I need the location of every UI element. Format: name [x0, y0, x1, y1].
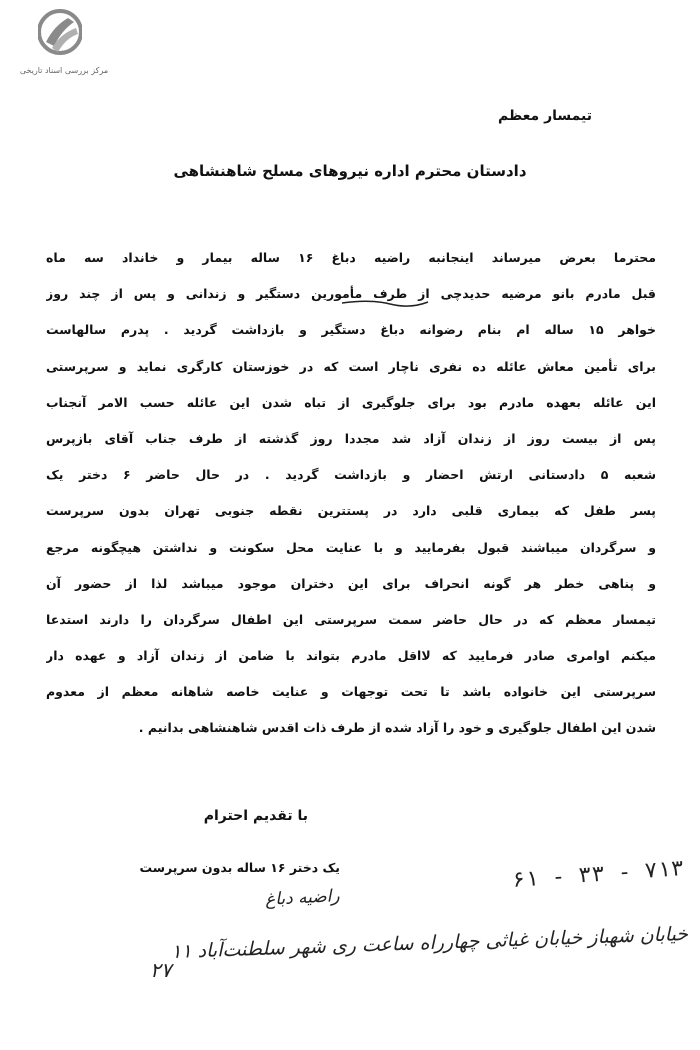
body-line: این عائله بعهده مادرم بود برای جلوگیری از تباه شدن این عائله حسب الامر آنجناب	[46, 394, 656, 410]
body-line: و سرگردان میباشند قبول بفرمایید و با عنایت محل سکونت و نداشتن هیچگونه مرجع	[46, 539, 656, 555]
body-line: پسر طفل که بیماری قلبی دارد در پستترین نقطه جنوبی تهران بدون سرپرست	[46, 503, 656, 519]
body-line: شدن این اطفال جلوگیری و خود را آزاد شده از طرف ذات اقدس شاهنشاهی بدانیم .	[138, 720, 656, 736]
body-line: سرپرستی این خانواده باشد تا تحت توجهات و عنایت خاصه شاهانه معظم از معدوم	[46, 684, 656, 700]
body-line: خواهر ۱۵ ساله ام بنام رضوانه دباغ دستگیر و بازداشت گردید . پدرم سالهاست	[46, 322, 656, 338]
document-number: ۶۱ - ۳۳ - ۷۱۳	[511, 856, 685, 893]
signer-description: یک دختر ۱۶ ساله بدون سرپرست	[139, 860, 340, 875]
body-line: محترما بعرض میرساند اینجانبه راضیه دباغ ۱۶ ساله بیمار و خانداد سه ماه	[46, 250, 656, 265]
recipient-title: دادستان محترم اداره نیروهای مسلح شاهنشاهی	[173, 162, 527, 180]
body-line: شعبه ۵ دادستانی ارتش احضار و بازداشت گردید . در حال حاضر ۶ دختر یک	[46, 467, 656, 483]
handwritten-address: خیابان شهباز خیابان غیاثی چهارراه ساعت ری شهر سلطنت‌آباد ۱۱	[170, 922, 689, 964]
page-mark: ۲۷	[150, 958, 172, 982]
body-line: پس از بیست روز از زندان آزاد شد مجددا روز گذشته از طرف جناب آقای بازپرس	[46, 430, 656, 446]
closing-line: با تقدیم احترام	[203, 808, 308, 824]
body-line: تیمسار معظم که در حال حاضر سمت سرپرستی این اطفال سرگردان را دارند استدعا	[46, 611, 656, 627]
archive-logo-text: مرکز بررسی اسناد تاریخی	[19, 66, 109, 75]
archive-logo	[14, 8, 109, 80]
body-line: میکنم اوامری صادر فرمایید که لااقل مادرم بتواند با ضامن از زندان آزاد و عهده دار	[46, 648, 656, 664]
handwritten-signature: راضیه دباغ	[264, 886, 341, 910]
body-line: برای تأمین معاش عائله ده نفری ناچار است که در خوزستان کارگری نماید و سرپرستی	[46, 358, 656, 374]
body-line: و پناهی خطر هر گونه انحراف برای این دختران موجود میباشد لذا از حضور آن	[46, 575, 656, 591]
book-emblem-icon	[38, 8, 82, 62]
salutation: تیمسار معظم	[498, 108, 592, 124]
body-line: قبل مادرم بانو مرضیه حدیدچی از طرف مأمورین دستگیر و زندانی و پس از چند روز	[46, 286, 656, 302]
letter-body	[46, 240, 656, 747]
